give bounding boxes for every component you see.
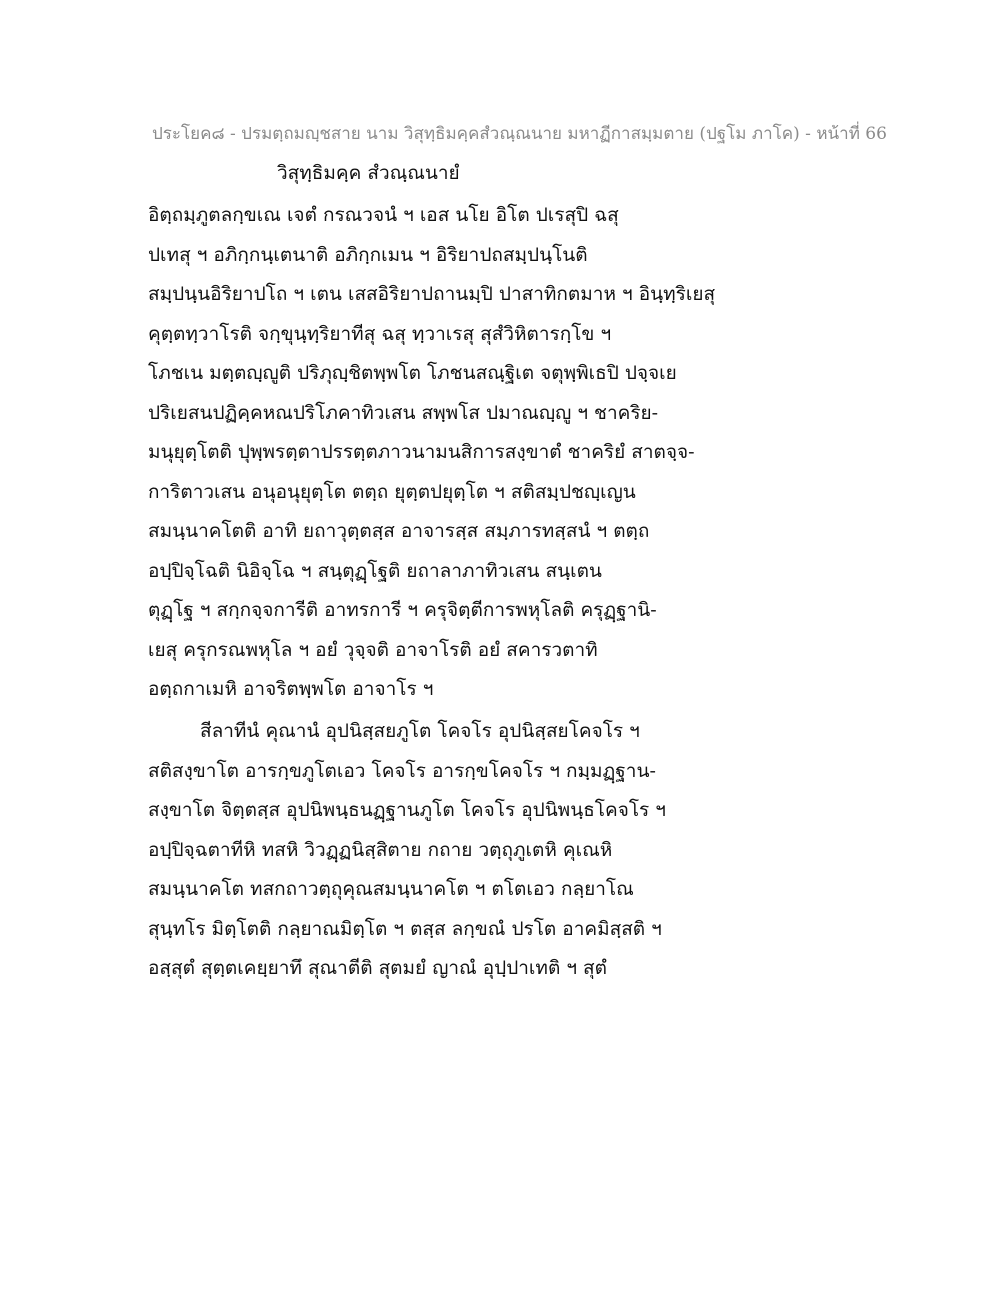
- paragraph-line: สมนฺนาคโตติ อาทิ ยถาวุตฺตสฺส อาจารสฺส สมฺภารทสฺสนํ ฯ ตตฺถ: [148, 520, 650, 542]
- paragraph-line: คุตฺตทฺวาโรติ จกฺขุนฺทฺริยาทีสุ ฉสุ ทฺวาเรสุ สุสํวิหิตารกฺโข ฯ: [148, 322, 612, 345]
- paragraph-line: อตฺถกาเมหิ อาจริตพฺพโต อาจาโร ฯ: [148, 678, 434, 700]
- section-title: วิสุทฺธิมคฺค สํวณฺณนายํ: [277, 162, 460, 184]
- paragraph-line: อสฺสุตํ สุตฺตเคยฺยาทึ สุณาตีติ สุตมยํ ญาณํ อุปฺปาเทติ ฯ สุตํ: [148, 957, 607, 979]
- paragraph-line: สติสงฺขาโต อารกฺขภูโตเอว โคจโร อารกฺขโคจโร ฯ กมฺมฏฺฐาน-: [148, 759, 656, 782]
- paragraph-line: สมนฺนาคโต ทสกถาวตฺถุคุณสมนฺนาคโต ฯ ตโตเอว กลฺยาโณ: [148, 878, 634, 900]
- paragraph-line: สีลาทีนํ คุณานํ อุปนิสฺสยภูโต โคจโร อุปนิสฺสยโคจโร ฯ: [200, 720, 640, 742]
- paragraph-line: อปฺปิจฺโฉติ นิอิจฺโฉ ฯ สนฺตุฏฺโฐติ ยถาลาภาทิวเสน สนฺเตน: [148, 559, 602, 582]
- paragraph-line: ตุฏฺโฐ ฯ สกฺกจฺจการีติ อาทรการี ฯ ครุจิตฺตีการพหุโลติ ครุฏฺฐานิ-: [148, 599, 657, 621]
- paragraph-line: สมฺปนฺนอิริยาปโถ ฯ เตน เสสอิริยาปถานมฺปิ ปาสาทิกตมาห ฯ อินฺทฺริเยสุ: [148, 283, 716, 305]
- paragraph-line: ปริเยสนปฏิคฺคหณปริโภคาทิวเสน สพฺพโส ปมาณญฺญู ฯ ชาคริย-: [148, 401, 659, 424]
- paragraph-line: ปเทสุ ฯ อภิกฺกนฺเตนาติ อภิกฺกเมน ฯ อิริยาปถสมฺปนฺโนติ: [148, 243, 588, 266]
- paragraph-2: [148, 712, 848, 989]
- paragraph-line: เยสุ ครุกรณพหุโล ฯ อยํ วุจฺจติ อาจาโรติ อยํ สคารวตาทิ: [148, 638, 598, 661]
- paragraph-line: สุนฺทโร มิตฺโตติ กลฺยาณมิตฺโต ฯ ตสฺส ลกฺขณํ ปรโต อาคมิสฺสติ ฯ: [148, 917, 662, 940]
- paragraph-line: สงฺขาโต จิตฺตสฺส อุปนิพนฺธนฏฺฐานภูโต โคจโร อุปนิพนฺธโคจโร ฯ: [148, 799, 666, 821]
- paragraph-line: โภชเน มตฺตญฺญูติ ปริภุญฺชิตพฺพโต โภชนสณฺฐิเต จตุพฺพิเธปิ ปจฺจเย: [148, 362, 677, 384]
- paragraph-1: [148, 196, 848, 710]
- paragraph-line: อปฺปิจฺฉตาทีหิ ทสหิ วิวฏฺฏนิสฺสิตาย กถาย วตฺถุภูเตหิ คุเณหิ: [148, 838, 613, 861]
- paragraph-line: การิตาวเสน อนุอนุยุตฺโต ตตฺถ ยุตฺตปยุตฺโต ฯ สติสมฺปชญฺเญน: [148, 480, 636, 503]
- paragraph-line: อิตฺถมฺภูตลกฺขเณ เจตํ กรณวจนํ ฯ เอส นโย อิโต ปเรสุปิ ฉสุ: [148, 204, 619, 226]
- page-header: ประโยค๘ - ปรมตฺถมญฺชสาย นาม วิสุทฺธิมคฺคสํวณฺณนาย มหาฏีกาสมฺมตาย (ปฐโม ภาโค) - หน้าที่ 66: [152, 124, 887, 144]
- paragraph-line: มนุยุตฺโตติ ปุพฺพรตฺตาปรรตฺตภาวนามนสิการสงฺขาตํ ชาคริยํ สาตจฺจ-: [148, 441, 695, 463]
